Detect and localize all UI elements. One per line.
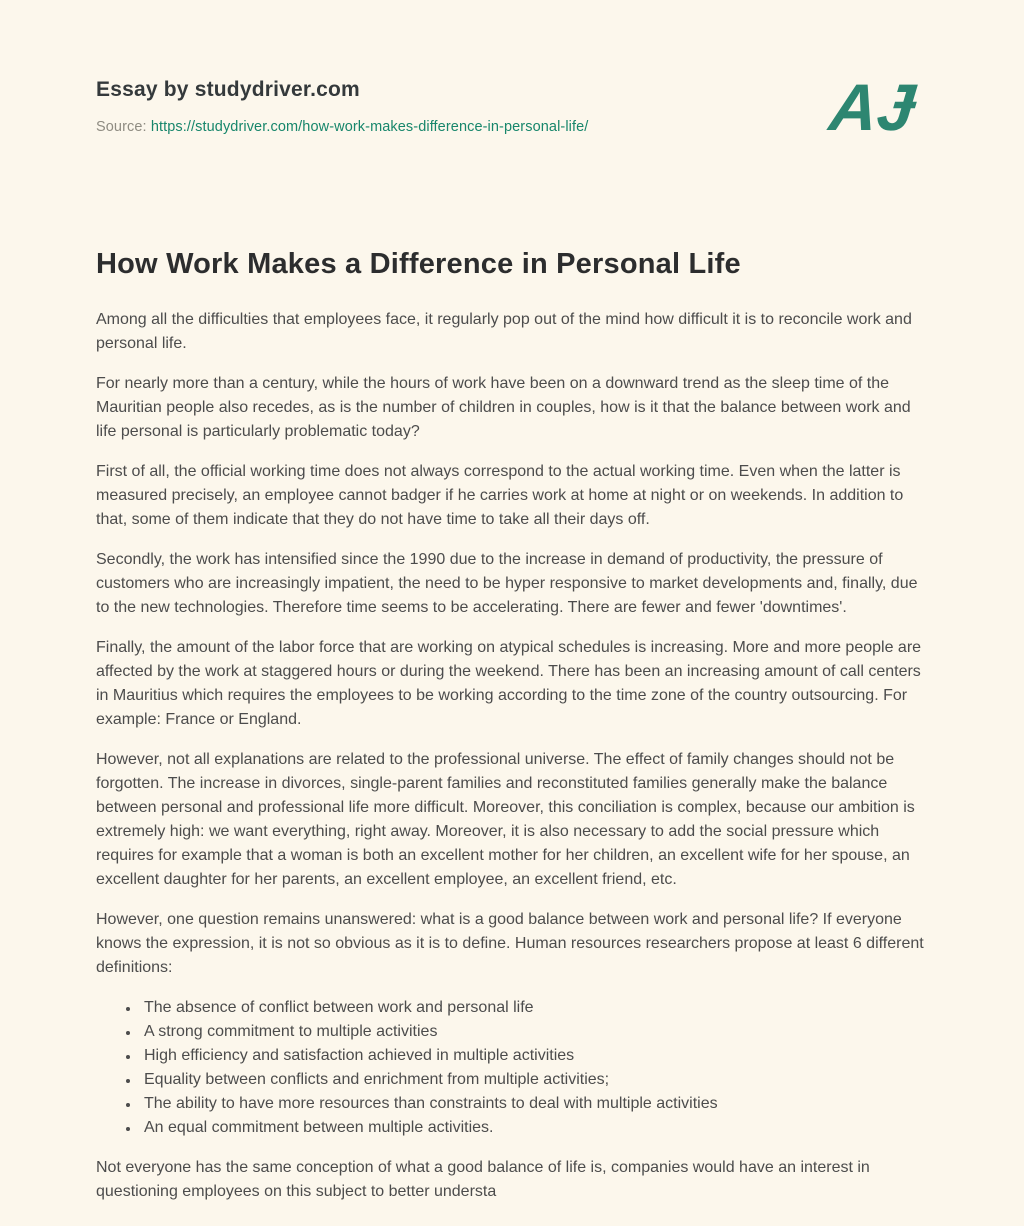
paragraph-7: However, one question remains unanswered: what is a good balance between work and personal life? If everyone knows the expression, it is not so obvious as it is to define. Human resources researchers propose at least 6 different definitions: xyxy=(96,911,924,976)
list-item: • The absence of conflict between work and personal life xyxy=(140,996,928,1020)
definitions-list xyxy=(96,996,928,1140)
document-header xyxy=(96,70,928,144)
paragraph-2: For nearly more than a century, while the hours of work have been on a downward trend as the sleep time of the Mauritian people also recedes, as is the number of children in couples, how is it that the balance between work and life personal is particularly problematic today? xyxy=(96,375,911,440)
paragraph-5: Finally, the amount of the labor force that are working on atypical schedules is increasing. More and more people are affected by the work at staggered hours or during the weekend. There has been an increasing amount of call centers in Mauritius which requires the employees to be working according to the time zone of the country outsourcing. For example: France or England. xyxy=(96,639,922,728)
paragraph-6: However, not all explanations are related to the professional universe. The effect of family changes should not be forgotten. The increase in divorces, single-parent families and reconstituted families generally make the balance between personal and professional life more difficult. Moreover, this conciliation is complex, because our ambition is extremely high: we want everything, right away. Moreover, it is also necessary to add the social pressure which requires for example that a woman is both an excellent mother for her children, an excellent wife for her spouse, an excellent daughter for her parents, an excellent employee, an excellent friend, etc. xyxy=(96,751,915,888)
essay-byline: Essay by studydriver.com xyxy=(96,78,360,101)
closing-paragraph: Not everyone has the same conception of what a good balance of life is, companies would have an interest in questioning employees on this subject to better understa xyxy=(96,1159,870,1200)
paragraph-3: First of all, the official working time does not always correspond to the actual working time. Even when the latter is measured precisely, an employee cannot badger if he carries work at home at night or on weekends. In addition to that, some of them indicate that they do not have time to take all their days off. xyxy=(96,463,904,528)
list-item: • Equality between conflicts and enrichment from multiple activities; xyxy=(140,1068,928,1092)
paragraph-1: Among all the difficulties that employees face, it regularly pop out of the mind how difficult it is to reconcile work and personal life. xyxy=(96,311,912,352)
list-item: • A strong commitment to multiple activities xyxy=(140,1020,928,1044)
list-item: • The ability to have more resources than constraints to deal with multiple activities xyxy=(140,1092,928,1116)
studydriver-logo-icon: AɈ xyxy=(825,70,918,144)
list-item: • High efficiency and satisfaction achieved in multiple activities xyxy=(140,1044,928,1068)
header-text-block xyxy=(96,78,588,135)
list-item: • An equal commitment between multiple activities. xyxy=(140,1116,928,1140)
essay-article xyxy=(96,248,928,1204)
source-row xyxy=(96,119,588,135)
source-link[interactable]: https://studydriver.com/how-work-makes-difference-in-personal-life/ xyxy=(150,119,589,135)
page-title: How Work Makes a Difference in Personal Life xyxy=(96,248,741,280)
source-label: Source: xyxy=(96,119,147,135)
paragraph-4: Secondly, the work has intensified since the 1990 due to the increase in demand of productivity, the pressure of customers who are increasingly impatient, the need to be hyper responsive to market developments and, finally, due to the new technologies. Therefore time seems to be accelerating. There are fewer and fewer 'downtimes'. xyxy=(96,551,918,616)
